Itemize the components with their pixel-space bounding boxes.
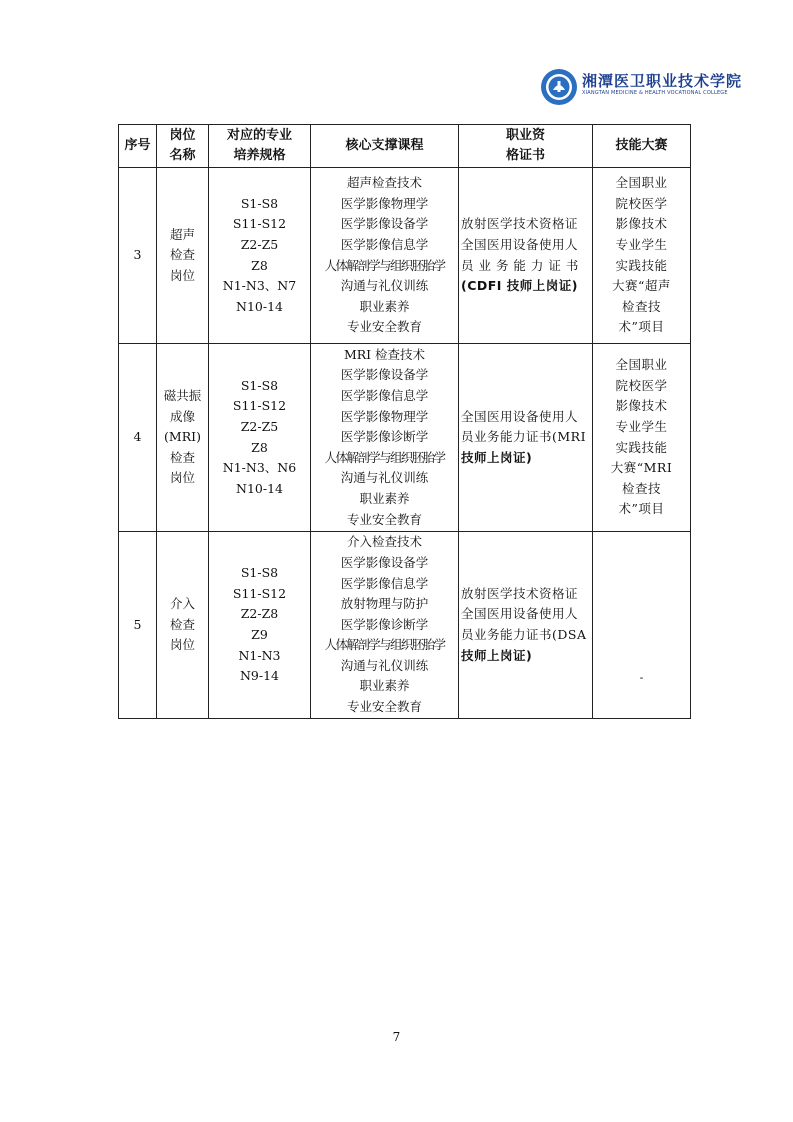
- college-logo: [540, 68, 743, 110]
- position-name: 磁共振 成像 (MRI) 检查 岗位: [157, 344, 209, 532]
- table-row: [119, 168, 691, 344]
- course-list: MRI 检查技术 医学影像设备学 医学影像信息学 医学影像物理学 医学影像诊断学 人体解剖学与组织胚胎学 沟通与礼仪训练 职业素养 专业安全教育: [311, 344, 459, 532]
- table-header-row: [119, 125, 691, 168]
- header-num: 序号: [119, 125, 157, 168]
- header-position: 岗位 名称: [157, 125, 209, 168]
- college-emblem-icon: [540, 68, 578, 106]
- contest-text: [593, 532, 691, 719]
- logo-english-name: XIANGTAN MEDICINE & HEALTH VOCATIONAL COLLEGE: [582, 90, 728, 96]
- logo-chinese-name: 湘潭医卫职业技术学院: [582, 72, 743, 90]
- course-list: 介入检查技术 医学影像设备学 医学影像信息学 放射物理与防护 医学影像诊断学 人体解剖学与组织胚胎学 沟通与礼仪训练 职业素养 专业安全教育: [311, 532, 459, 719]
- row-number: 5: [119, 532, 157, 719]
- contest-text: 全国职业 院校医学 影像技术 专业学生 实践技能 大赛“MRI 检查技 术”项目: [593, 344, 691, 532]
- spec-list: S1-S8 S11-S12 Z2-Z5 Z8 N1-N3、N7 N10-14: [209, 168, 311, 344]
- position-course-table: [118, 124, 691, 719]
- table-row: [119, 344, 691, 532]
- position-name: 超声 检查 岗位: [157, 168, 209, 344]
- row-number: 4: [119, 344, 157, 532]
- table-row: [119, 532, 691, 719]
- spec-list: S1-S8 S11-S12 Z2-Z8 Z9 N1-N3 N9-14: [209, 532, 311, 719]
- position-name: 介入 检查 岗位: [157, 532, 209, 719]
- certificate-text: 放射医学技术资格证 全国医用设备使用人 员业务能力证书(DSA 技师上岗证): [459, 532, 593, 719]
- certificate-text: 放射医学技术资格证 全国医用设备使用人 员 业 务 能 力 证 书 (CDFI 技师上岗证): [459, 168, 593, 344]
- header-courses: 核心支撑课程: [311, 125, 459, 168]
- contest-text: 全国职业 院校医学 影像技术 专业学生 实践技能 大赛“超声 检查技 术”项目: [593, 168, 691, 344]
- course-list: 超声检查技术 医学影像物理学 医学影像设备学 医学影像信息学 人体解剖学与组织胚胎学 沟通与礼仪训练 职业素养 专业安全教育: [311, 168, 459, 344]
- header-specs: 对应的专业 培养规格: [209, 125, 311, 168]
- spec-list: S1-S8 S11-S12 Z2-Z5 Z8 N1-N3、N6 N10-14: [209, 344, 311, 532]
- header-contest: 技能大赛: [593, 125, 691, 168]
- empty-dash: -: [639, 671, 644, 684]
- page-number: 7: [392, 1030, 401, 1044]
- header-certificate: 职业资 格证书: [459, 125, 593, 168]
- certificate-text: 全国医用设备使用人 员业务能力证书(MRI 技师上岗证): [459, 344, 593, 532]
- row-number: 3: [119, 168, 157, 344]
